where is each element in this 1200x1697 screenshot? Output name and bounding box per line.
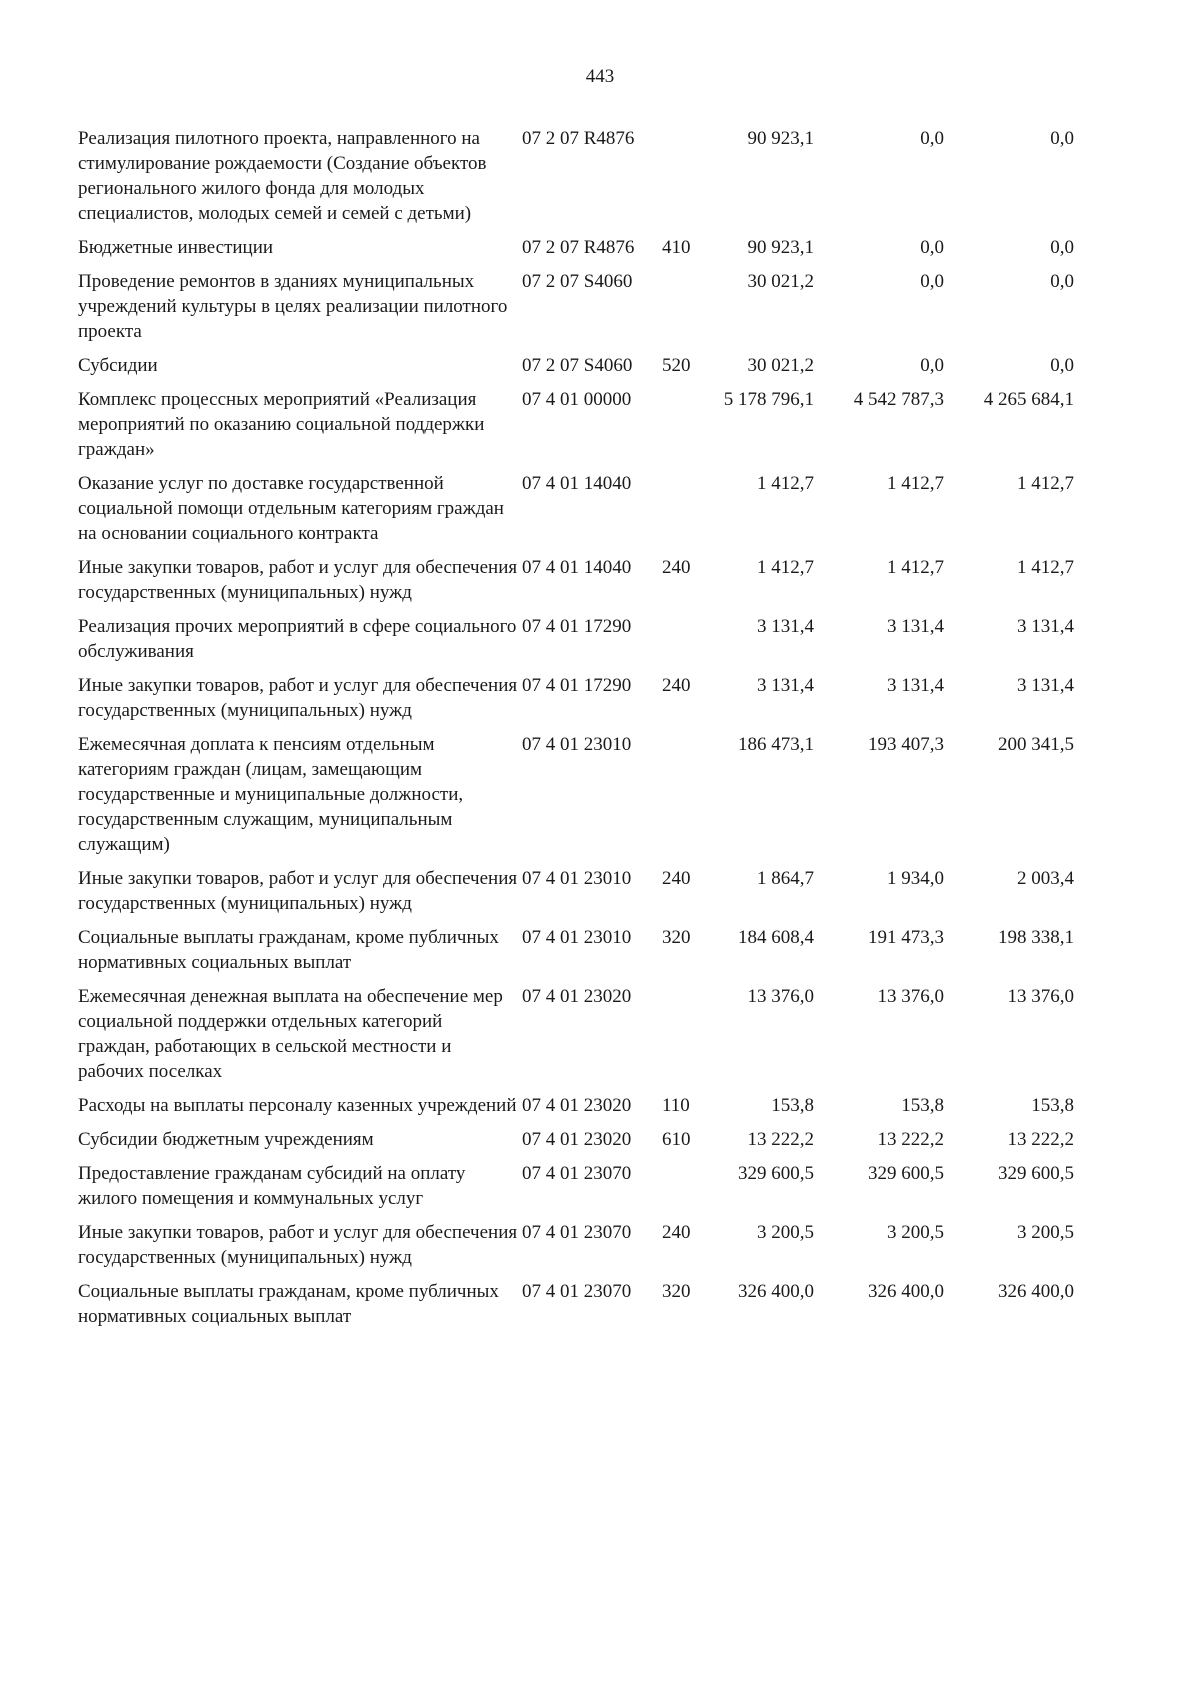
row-code: 07 4 01 23070 <box>522 1163 632 1184</box>
row-expense-type: 240 <box>662 675 691 696</box>
row-name: Реализация пилотного проекта, направленного на стимулирование рождаемости (Создание объектов регионального жилого фонда для молодых специалистов, молодых семей и семей с детьми) <box>78 128 487 224</box>
row-value-year-3: 0,0 <box>1050 271 1074 292</box>
row-name: Субсидии <box>78 355 158 376</box>
row-value-year-1: 1 412,7 <box>757 473 814 494</box>
row-code: 07 2 07 R4876 <box>522 128 635 149</box>
row-code: 07 4 01 23070 <box>522 1281 632 1302</box>
row-name: Иные закупки товаров, работ и услуг для обеспечения государственных (муниципальных) нужд <box>78 675 518 721</box>
row-value-year-3: 198 338,1 <box>998 927 1074 948</box>
row-value-year-3: 1 412,7 <box>1017 557 1074 578</box>
row-value-year-2: 0,0 <box>920 355 944 376</box>
row-value-year-2: 3 200,5 <box>887 1222 944 1243</box>
row-name: Предоставление гражданам субсидий на оплату жилого помещения и коммунальных услуг <box>78 1163 466 1209</box>
row-code: 07 4 01 23020 <box>522 1129 632 1150</box>
row-name: Ежемесячная денежная выплата на обеспечение мер социальной поддержки отдельных категорий граждан, работающих в сельской местности и рабочих поселках <box>78 986 503 1082</box>
row-value-year-1: 5 178 796,1 <box>723 389 814 410</box>
row-expense-type: 320 <box>662 1281 691 1302</box>
row-value-year-2: 326 400,0 <box>868 1281 944 1302</box>
row-expense-type: 110 <box>662 1095 690 1116</box>
row-value-year-3: 200 341,5 <box>998 734 1074 755</box>
row-value-year-1: 184 608,4 <box>738 927 814 948</box>
row-expense-type: 520 <box>662 355 691 376</box>
row-value-year-2: 0,0 <box>920 237 944 258</box>
row-code: 07 2 07 S4060 <box>522 355 633 376</box>
table-row <box>78 925 1168 975</box>
table-row <box>78 1279 1168 1329</box>
page-number: 443 <box>585 66 615 87</box>
table-row <box>78 1220 1168 1270</box>
table-row <box>78 1127 1168 1152</box>
row-value-year-2: 3 131,4 <box>887 675 944 696</box>
table-row <box>78 1093 1168 1118</box>
row-value-year-3: 3 131,4 <box>1017 616 1074 637</box>
row-value-year-1: 1 864,7 <box>757 868 814 889</box>
row-name: Социальные выплаты гражданам, кроме публичных нормативных социальных выплат <box>78 1281 499 1327</box>
row-value-year-2: 13 376,0 <box>877 986 944 1007</box>
row-name: Оказание услуг по доставке государственной социальной помощи отдельным категориям граждан на основании социального контракта <box>78 473 504 544</box>
row-value-year-2: 4 542 787,3 <box>853 389 944 410</box>
row-value-year-2: 329 600,5 <box>868 1163 944 1184</box>
row-value-year-1: 1 412,7 <box>757 557 814 578</box>
table-row <box>78 673 1168 723</box>
budget-table <box>78 126 1168 1338</box>
table-row <box>78 732 1168 857</box>
row-value-year-2: 1 412,7 <box>887 473 944 494</box>
row-code: 07 4 01 23070 <box>522 1222 632 1243</box>
row-name: Ежемесячная доплата к пенсиям отдельным категориям граждан (лицам, замещающим государственные и муниципальные должности, государственным служащим, муниципальным служащим) <box>78 734 464 855</box>
row-name: Иные закупки товаров, работ и услуг для обеспечения государственных (муниципальных) нужд <box>78 868 518 914</box>
row-code: 07 4 01 23020 <box>522 1095 632 1116</box>
row-code: 07 4 01 23010 <box>522 927 632 948</box>
row-value-year-1: 13 222,2 <box>747 1129 814 1150</box>
row-value-year-1: 326 400,0 <box>738 1281 814 1302</box>
table-row <box>78 614 1168 664</box>
row-value-year-1: 3 131,4 <box>757 616 814 637</box>
row-code: 07 4 01 23010 <box>522 734 632 755</box>
row-code: 07 4 01 14040 <box>522 557 632 578</box>
row-code: 07 4 01 23020 <box>522 986 632 1007</box>
row-value-year-1: 30 021,2 <box>747 271 814 292</box>
row-name: Социальные выплаты гражданам, кроме публичных нормативных социальных выплат <box>78 927 499 973</box>
table-row <box>78 269 1168 344</box>
table-row <box>78 353 1168 378</box>
row-name: Субсидии бюджетным учреждениям <box>78 1129 374 1150</box>
row-value-year-3: 13 376,0 <box>1007 986 1074 1007</box>
row-value-year-1: 90 923,1 <box>747 237 814 258</box>
table-row <box>78 984 1168 1084</box>
row-value-year-1: 153,8 <box>771 1095 814 1116</box>
row-value-year-1: 3 131,4 <box>757 675 814 696</box>
row-name: Бюджетные инвестиции <box>78 237 274 258</box>
row-expense-type: 240 <box>662 1222 691 1243</box>
row-value-year-2: 153,8 <box>901 1095 944 1116</box>
row-name: Расходы на выплаты персоналу казенных учреждений <box>78 1095 517 1116</box>
row-name: Реализация прочих мероприятий в сфере социального обслуживания <box>78 616 517 662</box>
row-value-year-3: 0,0 <box>1050 355 1074 376</box>
row-value-year-2: 1 412,7 <box>887 557 944 578</box>
row-code: 07 4 01 23010 <box>522 868 632 889</box>
row-value-year-2: 191 473,3 <box>868 927 944 948</box>
table-row <box>78 126 1168 226</box>
row-name: Комплекс процессных мероприятий «Реализация мероприятий по оказанию социальной поддержки граждан» <box>78 389 485 460</box>
row-code: 07 4 01 17290 <box>522 616 632 637</box>
row-value-year-1: 90 923,1 <box>747 128 814 149</box>
row-value-year-1: 329 600,5 <box>738 1163 814 1184</box>
row-value-year-3: 4 265 684,1 <box>983 389 1074 410</box>
row-value-year-2: 13 222,2 <box>877 1129 944 1150</box>
row-value-year-3: 329 600,5 <box>998 1163 1074 1184</box>
row-expense-type: 240 <box>662 868 691 889</box>
table-row <box>78 471 1168 546</box>
row-value-year-1: 186 473,1 <box>738 734 814 755</box>
row-value-year-2: 193 407,3 <box>868 734 944 755</box>
row-expense-type: 610 <box>662 1129 691 1150</box>
row-value-year-3: 3 131,4 <box>1017 675 1074 696</box>
row-expense-type: 410 <box>662 237 691 258</box>
row-code: 07 2 07 S4060 <box>522 271 633 292</box>
row-value-year-2: 0,0 <box>920 271 944 292</box>
row-name: Иные закупки товаров, работ и услуг для обеспечения государственных (муниципальных) нужд <box>78 557 518 603</box>
row-code: 07 4 01 14040 <box>522 473 632 494</box>
row-code: 07 4 01 17290 <box>522 675 632 696</box>
row-value-year-2: 0,0 <box>920 128 944 149</box>
row-value-year-2: 3 131,4 <box>887 616 944 637</box>
table-row <box>78 235 1168 260</box>
table-row <box>78 1161 1168 1211</box>
row-value-year-2: 1 934,0 <box>887 868 944 889</box>
row-value-year-1: 3 200,5 <box>757 1222 814 1243</box>
row-value-year-3: 1 412,7 <box>1017 473 1074 494</box>
row-value-year-3: 13 222,2 <box>1007 1129 1074 1150</box>
row-value-year-1: 13 376,0 <box>747 986 814 1007</box>
row-expense-type: 240 <box>662 557 691 578</box>
row-value-year-1: 30 021,2 <box>747 355 814 376</box>
row-expense-type: 320 <box>662 927 691 948</box>
table-row <box>78 387 1168 462</box>
row-code: 07 2 07 R4876 <box>522 237 635 258</box>
table-row <box>78 555 1168 605</box>
row-value-year-3: 326 400,0 <box>998 1281 1074 1302</box>
row-value-year-3: 0,0 <box>1050 237 1074 258</box>
row-name: Проведение ремонтов в зданиях муниципальных учреждений культуры в целях реализации пилотного проекта <box>78 271 508 342</box>
row-name: Иные закупки товаров, работ и услуг для обеспечения государственных (муниципальных) нужд <box>78 1222 518 1268</box>
row-value-year-3: 153,8 <box>1031 1095 1074 1116</box>
row-code: 07 4 01 00000 <box>522 389 632 410</box>
row-value-year-3: 0,0 <box>1050 128 1074 149</box>
row-value-year-3: 2 003,4 <box>1017 868 1074 889</box>
row-value-year-3: 3 200,5 <box>1017 1222 1074 1243</box>
table-row <box>78 866 1168 916</box>
